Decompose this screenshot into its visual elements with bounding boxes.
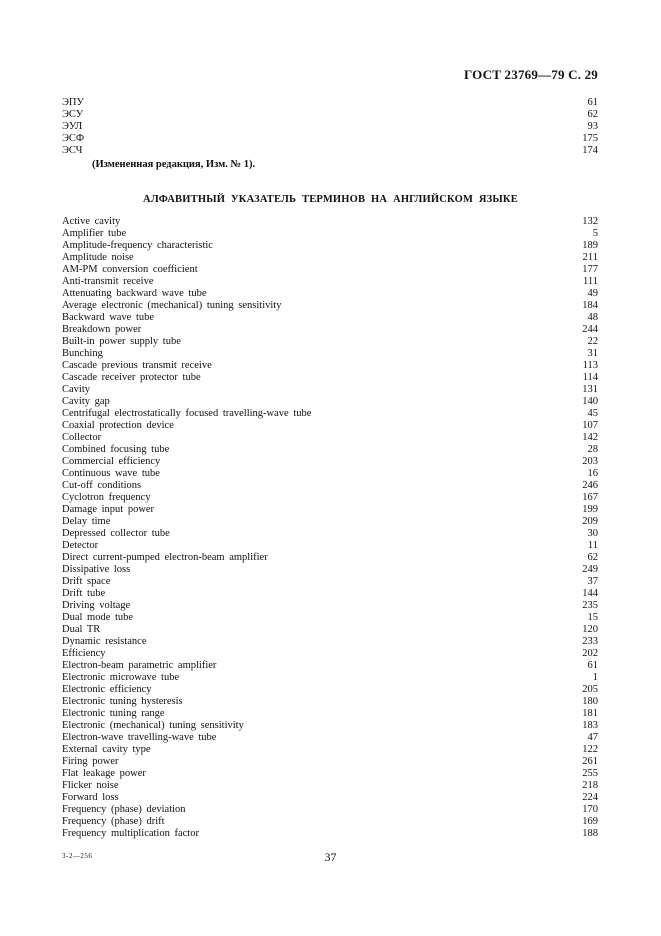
section-title: АЛФАВИТНЫЙ УКАЗАТЕЛЬ ТЕРМИНОВ НА АНГЛИЙСКОМ ЯЗЫКЕ: [143, 194, 518, 205]
index-row: [62, 456, 598, 468]
index-page-number: 209: [582, 516, 598, 527]
index-page-number: 22: [587, 336, 598, 347]
index-row: [62, 444, 598, 456]
index-term: Forward loss: [62, 792, 119, 803]
index-term: Flat leakage power: [62, 768, 146, 779]
index-page-number: 249: [582, 564, 598, 575]
index-row: [62, 300, 598, 312]
index-term: Delay time: [62, 516, 111, 527]
index-page-number: 140: [582, 396, 598, 407]
index-row: [62, 504, 598, 516]
index-row: [62, 432, 598, 444]
index-row: [62, 492, 598, 504]
index-term: Electronic efficiency: [62, 684, 152, 695]
index-row: [62, 816, 598, 828]
index-page-number: 244: [582, 324, 598, 335]
index-row: [62, 588, 598, 600]
index-page-number: 49: [587, 288, 598, 299]
index-page-number: 184: [582, 300, 598, 311]
index-page-number: 31: [587, 348, 598, 359]
abbreviation-row: [62, 97, 598, 109]
index-page-number: 188: [582, 828, 598, 839]
index-row: [62, 600, 598, 612]
index-row: [62, 420, 598, 432]
index-page-number: 113: [582, 360, 598, 371]
index-page-number: 120: [582, 624, 598, 635]
index-term: AM-PM conversion coefficient: [62, 264, 198, 275]
index-term: Combined focusing tube: [62, 444, 170, 455]
index-page-number: 5: [592, 228, 598, 239]
index-page-number: 45: [587, 408, 598, 419]
index-row: [62, 396, 598, 408]
index-page-number: 114: [582, 372, 598, 383]
index-row: [62, 624, 598, 636]
index-row: [62, 744, 598, 756]
index-page-number: 131: [582, 384, 598, 395]
index-page-number: 202: [582, 648, 598, 659]
index-term: Efficiency: [62, 648, 106, 659]
index-term: Continuous wave tube: [62, 468, 160, 479]
index-term: Depressed collector tube: [62, 528, 170, 539]
index-row: [62, 348, 598, 360]
english-terms-index: [62, 216, 598, 840]
index-page-number: 15: [587, 612, 598, 623]
index-page-number: 170: [582, 804, 598, 815]
index-term: Flicker noise: [62, 780, 119, 791]
index-row: [62, 780, 598, 792]
index-row: [62, 792, 598, 804]
index-term: Commercial efficiency: [62, 456, 161, 467]
abbreviation-row: [62, 121, 598, 133]
index-page-number: 16: [587, 468, 598, 479]
index-page-number: 30: [587, 528, 598, 539]
index-term: Drift tube: [62, 588, 106, 599]
index-row: [62, 732, 598, 744]
index-row: [62, 240, 598, 252]
index-row: [62, 264, 598, 276]
index-page-number: 28: [587, 444, 598, 455]
index-term: Cascade previous transmit receive: [62, 360, 212, 371]
document-header: ГОСТ 23769—79 С. 29: [464, 67, 598, 82]
index-term: Cascade receiver protector tube: [62, 372, 201, 383]
index-page-number: 180: [582, 696, 598, 707]
index-row: [62, 648, 598, 660]
index-row: [62, 408, 598, 420]
index-page-number: 37: [587, 576, 598, 587]
index-page-number: 203: [582, 456, 598, 467]
index-term: Amplitude noise: [62, 252, 134, 263]
index-term: Electron-beam parametric amplifier: [62, 660, 217, 671]
index-term: ЭСУ: [62, 109, 84, 120]
index-row: [62, 480, 598, 492]
index-term: Electronic microwave tube: [62, 672, 180, 683]
index-row: [62, 552, 598, 564]
index-page-number: 61: [587, 97, 598, 108]
index-page-number: 218: [582, 780, 598, 791]
abbreviation-row: [62, 133, 598, 145]
index-term: Direct current-pumped electron-beam amplifier: [62, 552, 268, 563]
index-page-number: 174: [582, 145, 598, 156]
index-row: [62, 360, 598, 372]
index-page-number: 122: [582, 744, 598, 755]
index-term: Coaxial protection device: [62, 420, 174, 431]
index-page-number: 255: [582, 768, 598, 779]
index-page-number: 11: [587, 540, 598, 551]
page-number: 37: [324, 850, 337, 864]
index-page-number: 111: [583, 276, 598, 287]
index-term: Amplitude-frequency characteristic: [62, 240, 213, 251]
index-page-number: 107: [582, 420, 598, 431]
index-page-number: 189: [582, 240, 598, 251]
index-term: Built-in power supply tube: [62, 336, 181, 347]
index-term: Cut-off conditions: [62, 480, 142, 491]
index-row: [62, 336, 598, 348]
index-row: [62, 708, 598, 720]
index-term: Cavity gap: [62, 396, 110, 407]
index-page-number: 233: [582, 636, 598, 647]
index-row: [62, 756, 598, 768]
index-term: Amplifier tube: [62, 228, 127, 239]
index-page-number: 62: [587, 552, 598, 563]
index-row: [62, 768, 598, 780]
index-row: [62, 324, 598, 336]
index-page-number: 199: [582, 504, 598, 515]
index-term: External cavity type: [62, 744, 151, 755]
index-row: [62, 720, 598, 732]
index-term: Frequency (phase) drift: [62, 816, 165, 827]
index-page-number: 48: [587, 312, 598, 323]
index-page-number: 175: [582, 133, 598, 144]
index-term: Electronic tuning range: [62, 708, 165, 719]
index-term: Backward wave tube: [62, 312, 155, 323]
index-page-number: 211: [582, 252, 598, 263]
index-row: [62, 288, 598, 300]
index-term: Damage input power: [62, 504, 155, 515]
index-page-number: 246: [582, 480, 598, 491]
index-page-number: 61: [587, 660, 598, 671]
index-page-number: 169: [582, 816, 598, 827]
index-page-number: 167: [582, 492, 598, 503]
index-row: [62, 576, 598, 588]
index-term: ЭСФ: [62, 133, 85, 144]
footer-code: 3-2—256: [62, 852, 93, 860]
index-row: [62, 528, 598, 540]
index-row: [62, 684, 598, 696]
index-row: [62, 252, 598, 264]
index-page-number: 183: [582, 720, 598, 731]
index-term: Detector: [62, 540, 99, 551]
index-term: Active cavity: [62, 216, 121, 227]
index-term: Frequency multiplication factor: [62, 828, 199, 839]
index-term: Frequency (phase) deviation: [62, 804, 186, 815]
index-row: [62, 516, 598, 528]
index-page-number: 235: [582, 600, 598, 611]
index-term: ЭСЧ: [62, 145, 83, 156]
abbreviation-row: [62, 145, 598, 157]
index-page-number: 205: [582, 684, 598, 695]
index-term: Driving voltage: [62, 600, 131, 611]
index-page-number: 177: [582, 264, 598, 275]
index-term: Cyclotron frequency: [62, 492, 151, 503]
index-row: [62, 276, 598, 288]
index-term: Average electronic (mechanical) tuning sensitivity: [62, 300, 282, 311]
index-term: Firing power: [62, 756, 119, 767]
index-row: [62, 564, 598, 576]
index-row: [62, 540, 598, 552]
index-page-number: 132: [582, 216, 598, 227]
index-row: [62, 828, 598, 840]
index-row: [62, 312, 598, 324]
index-term: Breakdown power: [62, 324, 142, 335]
index-page-number: 142: [582, 432, 598, 443]
index-term: Dual mode tube: [62, 612, 134, 623]
index-term: Electronic (mechanical) tuning sensitivity: [62, 720, 244, 731]
index-page-number: 47: [587, 732, 598, 743]
index-page-number: 224: [582, 792, 598, 803]
index-page-number: 261: [582, 756, 598, 767]
index-row: [62, 384, 598, 396]
index-term: Drift space: [62, 576, 111, 587]
index-term: Bunching: [62, 348, 103, 359]
index-row: [62, 804, 598, 816]
index-row: [62, 372, 598, 384]
amendment-note: (Измененная редакция, Изм. № 1).: [92, 159, 256, 170]
index-row: [62, 216, 598, 228]
index-page-number: 181: [582, 708, 598, 719]
index-term: Attenuating backward wave tube: [62, 288, 207, 299]
abbreviation-list: [62, 97, 598, 157]
index-row: [62, 660, 598, 672]
index-term: Dissipative loss: [62, 564, 131, 575]
abbreviation-row: [62, 109, 598, 121]
index-term: Cavity: [62, 384, 90, 395]
index-term: Dynamic resistance: [62, 636, 147, 647]
index-row: [62, 228, 598, 240]
index-page-number: 144: [582, 588, 598, 599]
index-term: ЭУЛ: [62, 121, 83, 132]
index-row: [62, 636, 598, 648]
index-term: ЭПУ: [62, 97, 84, 108]
index-term: Collector: [62, 432, 102, 443]
index-row: [62, 468, 598, 480]
index-row: [62, 672, 598, 684]
index-term: Anti-transmit receive: [62, 276, 154, 287]
index-row: [62, 696, 598, 708]
index-page-number: 62: [587, 109, 598, 120]
index-row: [62, 612, 598, 624]
index-page-number: 93: [587, 121, 598, 132]
index-term: Centrifugal electrostatically focused travelling-wave tube: [62, 408, 312, 419]
index-term: Dual TR: [62, 624, 101, 635]
index-term: Electronic tuning hysteresis: [62, 696, 183, 707]
index-page-number: 1: [592, 672, 598, 683]
index-term: Electron-wave travelling-wave tube: [62, 732, 217, 743]
